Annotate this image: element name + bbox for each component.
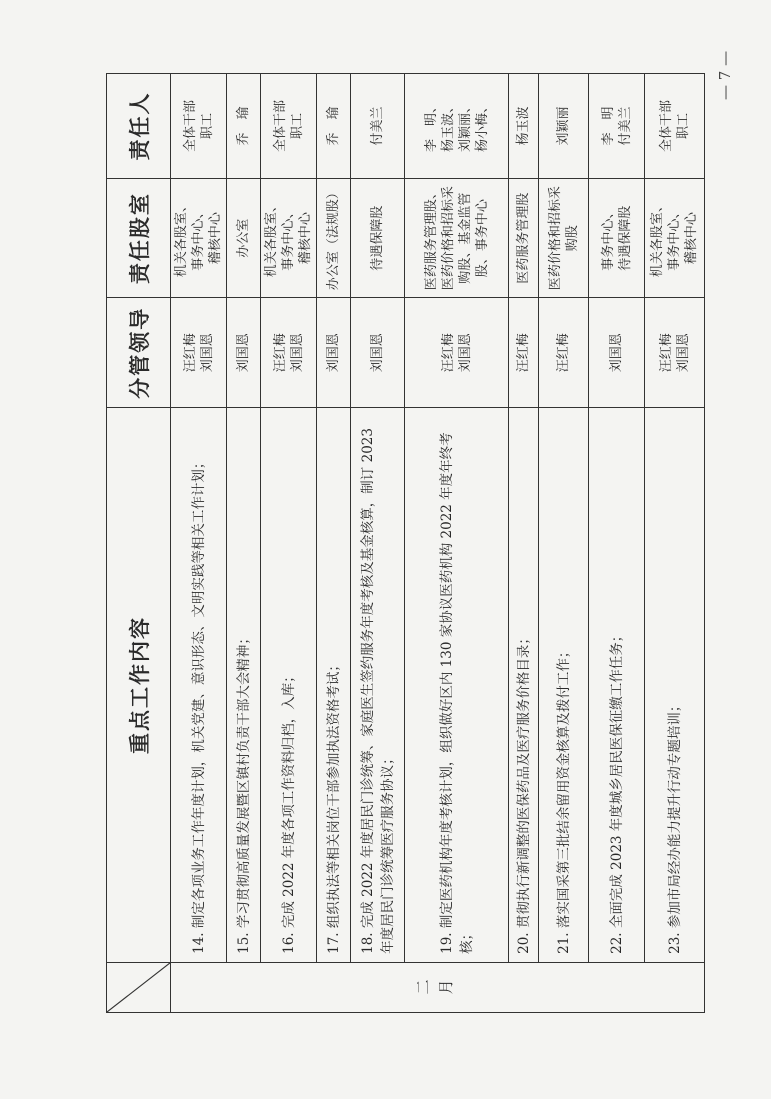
owner-cell: 杨玉波 [509,74,539,179]
leader-cell: 刘国恩 [351,298,405,408]
table-header-row [107,74,171,1013]
work-item: 17. 组织执法等相关岗位干部参加执法资格考试； [317,408,351,963]
table-row [509,74,539,1013]
table-row [171,74,227,1013]
leader-cell: 刘国恩 [317,298,351,408]
leader-cell: 刘国恩 [227,298,261,408]
department-cell: 办公室 [227,179,261,298]
department-cell: 医药服务管理股、医药价格和招标采购股、基金监管股、事务中心 [405,179,509,298]
header-leader: 分管领导 [107,298,171,408]
table-row [351,74,405,1013]
leader-cell: 汪红梅 刘国恩 [171,298,227,408]
owner-cell: 李 明 付美兰 [589,74,645,179]
department-cell: 办公室（法规股） [317,179,351,298]
rotated-table-page [106,73,699,1013]
table-row [405,74,509,1013]
owner-cell: 乔 瑜 [227,74,261,179]
leader-cell: 汪红梅 刘国恩 [405,298,509,408]
header-diagonal-cell [107,962,171,1012]
leader-cell: 汪红梅 [539,298,589,408]
owner-cell: 乔 瑜 [317,74,351,179]
owner-cell: 付美兰 [351,74,405,179]
table-row [317,74,351,1013]
leader-cell: 刘国恩 [589,298,645,408]
work-item: 19. 制定医药机构年度考核计划，组织做好区内 130 家协议医药机构 2022 年度年终考核； [405,408,509,963]
owner-cell: 全体干部 职工 [645,74,705,179]
header-owner: 责任人 [107,74,171,179]
work-item: 15. 学习贯彻高质量发展暨区镇村负责干部大会精神； [227,408,261,963]
department-cell: 医药服务管理股 [509,179,539,298]
leader-cell: 汪红梅 [509,298,539,408]
month-label: 二月 [171,962,705,1012]
department-cell: 事务中心、 待遇保障股 [589,179,645,298]
table-row [227,74,261,1013]
header-department: 责任股室 [107,179,171,298]
owner-cell: 全体干部 职工 [171,74,227,179]
owner-cell: 李 明、 杨玉波、 刘颖丽、 杨小梅、 [405,74,509,179]
work-item: 14. 制定各项业务工作年度计划，机关党建、意识形态、文明实践等相关工作计划； [171,408,227,963]
work-item: 21. 落实国采第三批结余留用资金核算及拨付工作； [539,408,589,963]
work-item: 22. 全面完成 2023 年度城乡居民医保征缴工作任务； [589,408,645,963]
leader-cell: 汪红梅 刘国恩 [645,298,705,408]
work-item: 18. 完成 2022 年度居民门诊统筹、家庭医生签约服务年度考核及基金核算，制订 2023 年度居民门诊统筹医疗服务协议； [351,408,405,963]
department-cell: 机关各股室、 事务中心、 稽核中心 [645,179,705,298]
page-number: — 7 — [716,50,734,100]
table-row [645,74,705,1013]
department-cell: 待遇保障股 [351,179,405,298]
leader-cell: 汪红梅 刘国恩 [261,298,317,408]
table-row [261,74,317,1013]
work-item: 20. 贯彻执行新调整的医保药品及医疗服务价格目录； [509,408,539,963]
header-work-content: 重点工作内容 [107,408,171,963]
table-row [589,74,645,1013]
work-item: 23. 参加市局经办能力提升行动专题培训； [645,408,705,963]
department-cell: 机关各股室、 事务中心、 稽核中心 [261,179,317,298]
owner-cell: 全体干部 职工 [261,74,317,179]
owner-cell: 刘颖丽 [539,74,589,179]
table-row [539,74,589,1013]
work-plan-table [106,73,705,1013]
department-cell: 医药价格和招标采购股 [539,179,589,298]
department-cell: 机关各股室、 事务中心、 稽核中心 [171,179,227,298]
work-item: 16. 完成 2022 年度各项工作资料归档，入库； [261,408,317,963]
